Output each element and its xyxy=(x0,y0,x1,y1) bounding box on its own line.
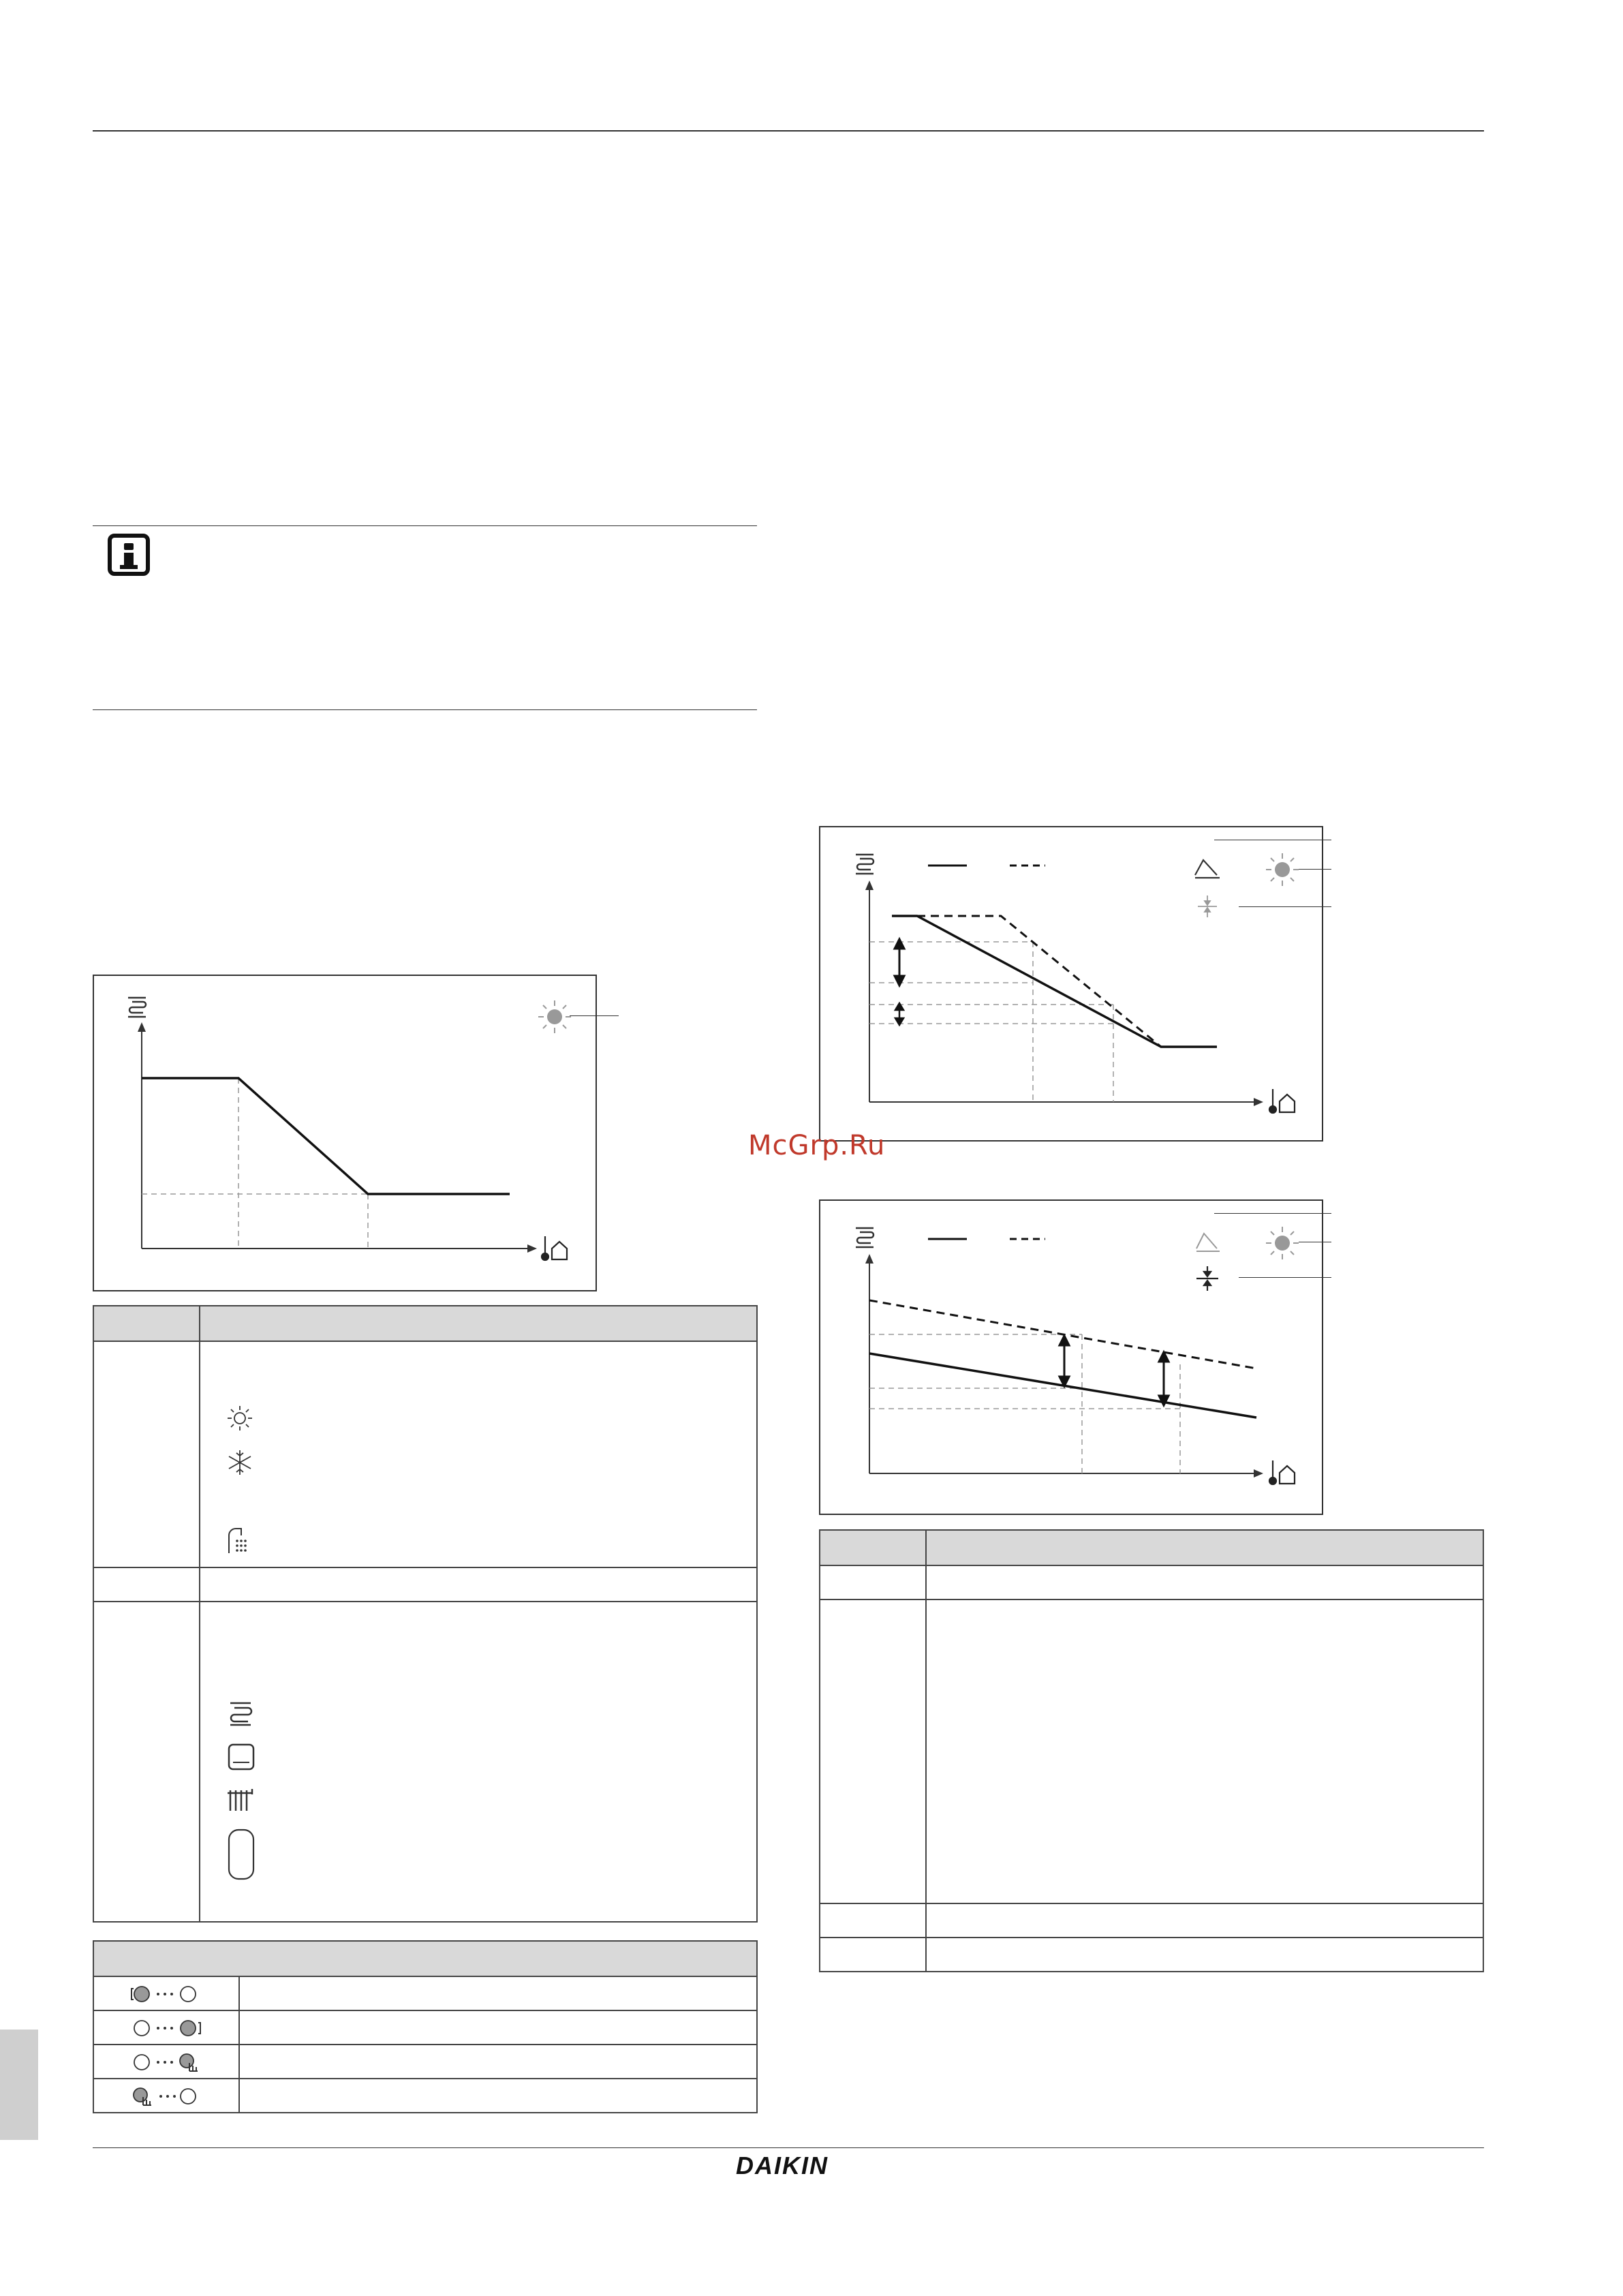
callout-line xyxy=(1214,1213,1331,1214)
info-box-bottom-rule xyxy=(93,709,757,710)
tank-icon xyxy=(226,1827,256,1882)
sun-icon xyxy=(225,1403,255,1433)
table-header-cell xyxy=(93,1306,200,1341)
x-axis-arrow xyxy=(527,1244,537,1253)
weather-curve-slope-chart xyxy=(819,826,1323,1142)
underfloor-heating-icon xyxy=(226,1699,256,1729)
right-dial-turn-icon xyxy=(129,2017,204,2040)
radiator-icon xyxy=(226,1785,256,1815)
weather-curve-chart-left xyxy=(93,975,597,1291)
watermark-text: McGrp.Ru xyxy=(748,1130,886,1161)
offset-plot xyxy=(820,1201,1322,1514)
table-header-cell xyxy=(820,1530,926,1565)
snowflake-icon xyxy=(225,1448,255,1478)
table-header-cell xyxy=(93,1941,757,1976)
slope-icon xyxy=(1195,860,1220,878)
table-row xyxy=(820,1938,1483,1972)
table-row xyxy=(93,2010,757,2045)
weather-curve-offset-chart xyxy=(819,1199,1323,1515)
daikin-logo: DAIKIN xyxy=(736,2152,829,2179)
difference-arrow xyxy=(895,1003,903,1025)
table-header-cell xyxy=(200,1306,757,1341)
table-row xyxy=(93,2045,757,2079)
offset-icon xyxy=(1198,896,1217,917)
left-dial-turn-icon xyxy=(129,1983,204,2006)
callout-line xyxy=(1239,1277,1331,1278)
shower-icon xyxy=(225,1526,255,1556)
callout-line xyxy=(1239,906,1331,907)
outdoor-temperature-icon xyxy=(1269,1460,1295,1484)
table-row xyxy=(93,2079,757,2113)
callout-line xyxy=(1299,869,1331,870)
table-row xyxy=(93,1567,757,1602)
left-dial-press-icon xyxy=(129,2085,204,2108)
slope-icon xyxy=(1196,1234,1220,1251)
difference-arrow xyxy=(1060,1336,1069,1386)
info-icon xyxy=(108,534,150,576)
y-axis-arrow xyxy=(865,881,874,890)
offset-icon xyxy=(1196,1266,1218,1291)
info-box-top-rule xyxy=(93,525,757,526)
right-dial-press-icon xyxy=(129,2051,204,2074)
weather-curve-line xyxy=(142,1078,510,1194)
curve-parameter-table xyxy=(819,1529,1484,1972)
parameter-table xyxy=(93,1305,758,1923)
table-row xyxy=(820,1903,1483,1938)
outdoor-temperature-icon xyxy=(1269,1089,1295,1113)
table-row xyxy=(820,1565,1483,1599)
underfloor-heating-icon xyxy=(856,1228,874,1247)
table-row xyxy=(93,1341,757,1567)
table-row xyxy=(93,1976,757,2010)
callout-line xyxy=(570,1015,619,1016)
table-row xyxy=(820,1599,1483,1903)
table-row xyxy=(93,1602,757,1922)
x-axis-arrow xyxy=(1254,1098,1263,1106)
underfloor-heating-icon xyxy=(856,855,874,874)
slope-plot xyxy=(820,827,1322,1140)
outdoor-temperature-icon xyxy=(542,1236,567,1260)
difference-arrow xyxy=(895,939,904,985)
header-rule xyxy=(93,130,1484,132)
sun-icon xyxy=(538,1000,571,1033)
weather-curve-plot xyxy=(94,976,596,1290)
button-action-table xyxy=(93,1940,758,2113)
y-axis-arrow xyxy=(138,1022,146,1032)
difference-arrow xyxy=(1159,1352,1169,1405)
y-axis-arrow xyxy=(865,1254,874,1264)
curve-original xyxy=(892,916,1217,1047)
chapter-side-tab xyxy=(0,2030,38,2140)
underfloor-heating-icon xyxy=(128,998,146,1017)
footer-rule xyxy=(93,2147,1484,2148)
sun-icon xyxy=(1266,1227,1299,1259)
table-header-cell xyxy=(926,1530,1483,1565)
x-axis-arrow xyxy=(1254,1469,1263,1478)
sun-icon xyxy=(1266,853,1299,886)
fan-coil-icon xyxy=(226,1742,256,1772)
